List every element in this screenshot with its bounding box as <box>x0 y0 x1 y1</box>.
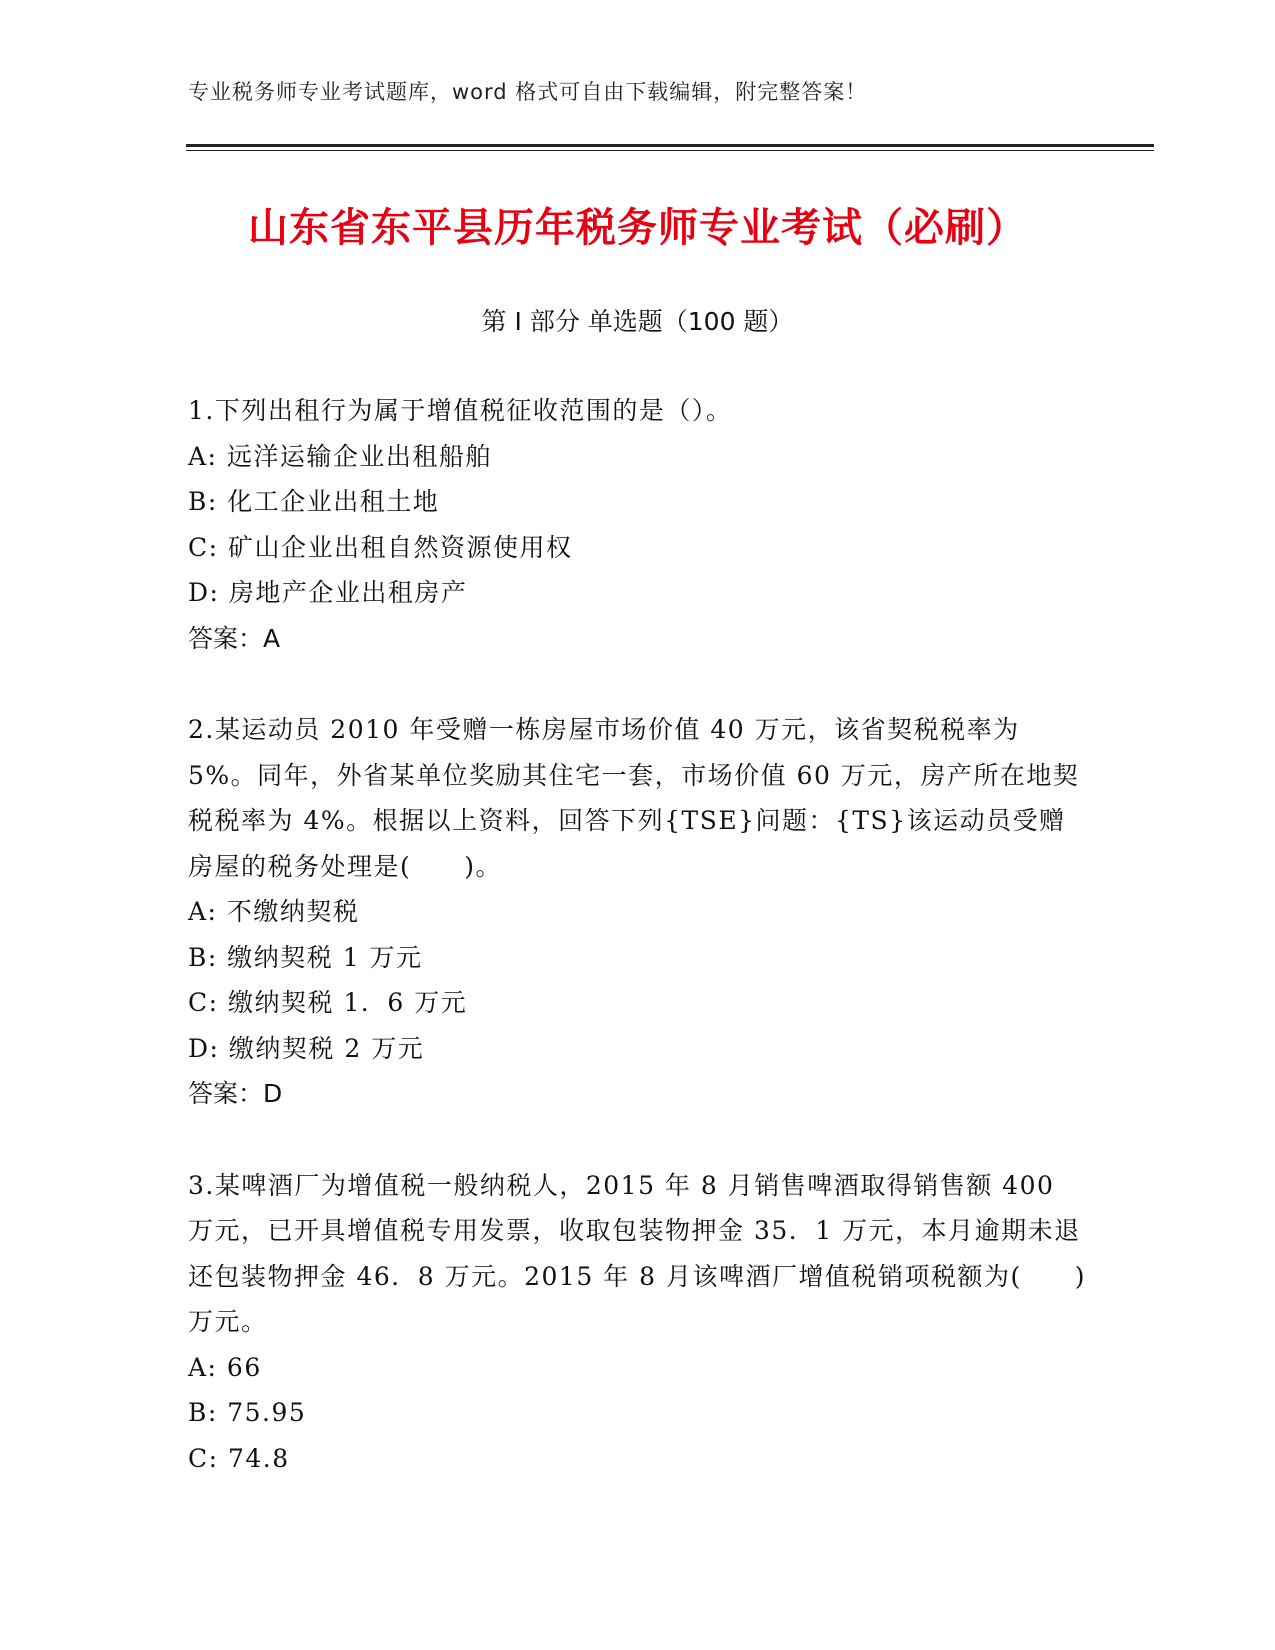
option-b: B: 缴纳契税 1 万元 <box>188 942 423 972</box>
header-rule-thick <box>186 144 1154 147</box>
question-list <box>188 388 1088 1527</box>
question-stem: 2.某运动员 2010 年受赠一栋房屋市场价值 40 万元，该省契税税率为 5%。同年，外省某单位奖励其住宅一套，市场价值 60 万元，房产所在地契税税率为 4%。根据以上资料，回答下列{TSE}问题：{TS}该运动员受赠房屋的税务处理是( )。 <box>188 715 1080 881</box>
document-title: 山东省东平县历年税务师专业考试（必刷） <box>248 205 1027 251</box>
option-d: D: 缴纳契税 2 万元 <box>188 1033 425 1063</box>
option-d: D: 房地产企业出租房产 <box>188 578 468 607</box>
answer: 答案：A <box>188 623 281 653</box>
section-title: 第 I 部分 单选题（100 题） <box>481 307 794 336</box>
option-a: A: 远洋运输企业出租船舶 <box>188 441 492 471</box>
option-c: C: 缴纳契税 1．6 万元 <box>188 988 468 1017</box>
question-2 <box>188 707 1088 1117</box>
option-a: A: 66 <box>188 1352 262 1382</box>
option-a: A: 不缴纳契税 <box>188 897 360 926</box>
option-c: C: 矿山企业出租自然资源使用权 <box>188 532 573 562</box>
header-rule-thin <box>186 150 1154 151</box>
question-3 <box>188 1163 1088 1482</box>
question-1 <box>188 388 1088 661</box>
option-b: B: 75.95 <box>188 1398 307 1427</box>
option-c: C: 74.8 <box>188 1443 290 1473</box>
question-stem: 3.某啤酒厂为增值税一般纳税人，2015 年 8 月销售啤酒取得销售额 400 万元，已开具增值税专用发票，收取包装物押金 35．1 万元，本月逾期未退还包装物押金 46．8 万元。2015 年 8 月该啤酒厂增值税销项税额为( )万元。 <box>188 1170 1086 1336</box>
question-stem: 1.下列出租行为属于增值税征收范围的是（）。 <box>188 396 733 425</box>
header-note: 专业税务师专业考试题库，word 格式可自由下载编辑，附完整答案！ <box>188 80 868 104</box>
answer: 答案：D <box>188 1079 283 1108</box>
option-b: B: 化工企业出租土地 <box>188 487 440 516</box>
